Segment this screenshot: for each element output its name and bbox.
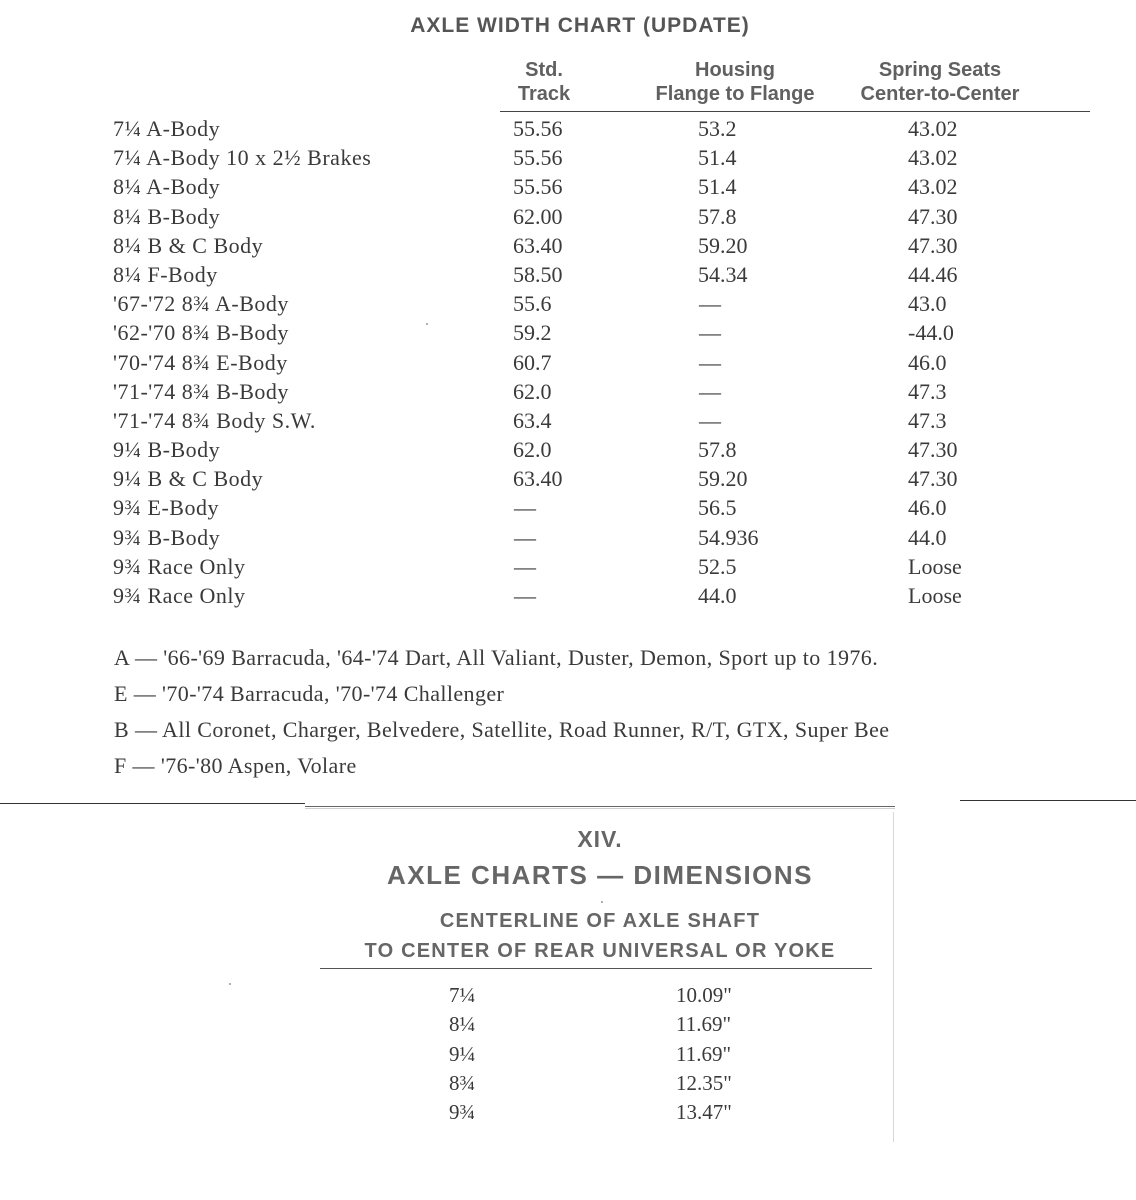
row-spring-seats: 47.30	[908, 437, 958, 463]
page-divider-mid	[305, 806, 895, 807]
row-name: 8¼ A-Body	[113, 174, 221, 200]
row-std-track: 58.50	[513, 261, 563, 287]
axle-width-table	[0, 114, 1136, 610]
table-row	[0, 1098, 1136, 1127]
header-std-track	[494, 58, 594, 106]
yoke-distance: 13.47"	[676, 1100, 732, 1125]
row-name: 8¼ B-Body	[113, 203, 221, 229]
row-std-track: 63.40	[513, 466, 563, 492]
axle-size: 8¼	[449, 1012, 476, 1037]
row-std-track: 62.0	[513, 378, 552, 404]
row-flange-to-flange: —	[699, 407, 721, 433]
row-std-track: —	[514, 583, 536, 608]
row-spring-seats: 44.46	[908, 261, 958, 287]
row-spring-seats: Loose	[908, 583, 962, 608]
header-housing-line2: Flange to Flange	[655, 83, 815, 105]
row-spring-seats: 43.0	[908, 291, 947, 317]
row-flange-to-flange: —	[699, 349, 721, 375]
row-flange-to-flange: —	[699, 291, 721, 317]
table-row	[0, 289, 1136, 318]
section-title: AXLE CHARTS — DIMENSIONS	[386, 860, 814, 890]
yoke-distance: 12.35"	[676, 1070, 732, 1095]
row-std-track: 63.4	[513, 407, 552, 433]
body-code-notes	[114, 640, 889, 784]
row-flange-to-flange: —	[699, 320, 721, 346]
table-row	[0, 318, 1136, 347]
scan-speck	[601, 901, 603, 903]
yoke-distance-table	[0, 981, 1136, 1127]
row-std-track: —	[514, 524, 536, 550]
row-flange-to-flange: 51.4	[698, 174, 737, 200]
header-housing-line1: Housing	[695, 59, 775, 81]
table-row	[0, 493, 1136, 522]
header-spring-line2: Center-to-Center	[860, 83, 1020, 105]
row-flange-to-flange: 53.2	[698, 116, 737, 141]
table-row	[0, 1069, 1136, 1098]
row-spring-seats: 43.02	[908, 174, 958, 200]
row-spring-seats: 44.0	[908, 524, 947, 550]
note-line: B — All Coronet, Charger, Belvedere, Satellite, Road Runner, R/T, GTX, Super Bee	[114, 717, 890, 742]
row-name: 8¼ B & C Body	[113, 232, 264, 258]
yoke-distance: 11.69"	[676, 1041, 732, 1066]
header-rule	[500, 111, 1090, 112]
table-row	[0, 114, 1136, 143]
row-spring-seats: 46.0	[908, 495, 947, 521]
table-row	[0, 435, 1136, 464]
row-std-track: 62.0	[513, 437, 552, 463]
row-spring-seats: 43.02	[908, 145, 958, 171]
row-std-track: 55.56	[513, 116, 563, 141]
section-subtitle-line2: TO CENTER OF REAR UNIVERSAL OR YOKE	[364, 940, 836, 962]
row-name: 7¼ A-Body	[113, 116, 221, 141]
yoke-distance: 11.69"	[676, 1012, 732, 1037]
chart-title: AXLE WIDTH CHART (UPDATE)	[410, 14, 750, 37]
table-row	[0, 348, 1136, 377]
note-line: A — '66-'69 Barracuda, '64-'74 Dart, All Valiant, Duster, Demon, Sport up to 1976.	[114, 645, 879, 670]
axle-size: 9¼	[449, 1041, 476, 1066]
table-row	[0, 552, 1136, 581]
row-std-track: 60.7	[513, 349, 552, 375]
row-name: '67-'72 8¾ A-Body	[113, 291, 289, 317]
table-row	[0, 143, 1136, 172]
axle-size: 9¾	[449, 1100, 476, 1125]
row-std-track: —	[514, 553, 536, 579]
table-row	[0, 231, 1136, 260]
header-std-track-line2: Track	[517, 83, 571, 105]
axle-size: 8¾	[449, 1070, 476, 1095]
row-flange-to-flange: 57.8	[698, 203, 737, 229]
row-spring-seats: 47.3	[908, 407, 947, 433]
table-row	[0, 1010, 1136, 1039]
row-std-track: 55.56	[513, 174, 563, 200]
table-row	[0, 260, 1136, 289]
section-subtitle-line1: CENTERLINE OF AXLE SHAFT	[439, 910, 761, 932]
row-std-track: 55.6	[513, 291, 552, 317]
scan-speck	[426, 323, 428, 325]
row-std-track: 63.40	[513, 232, 563, 258]
table-row	[0, 1040, 1136, 1069]
row-name: '71-'74 8¾ B-Body	[113, 378, 289, 404]
row-std-track: 59.2	[513, 320, 552, 346]
table-row	[0, 172, 1136, 201]
row-name: 9¾ E-Body	[113, 495, 219, 521]
page-divider-left	[0, 803, 305, 804]
row-flange-to-flange: 51.4	[698, 145, 737, 171]
table-row	[0, 981, 1136, 1010]
note-line: F — '76-'80 Aspen, Volare	[114, 753, 357, 778]
row-spring-seats: 47.30	[908, 466, 958, 492]
table-row	[0, 464, 1136, 493]
row-flange-to-flange: 59.20	[698, 466, 748, 492]
row-flange-to-flange: —	[699, 378, 721, 404]
row-flange-to-flange: 54.936	[698, 524, 759, 550]
row-name: '62-'70 8¾ B-Body	[113, 320, 289, 346]
row-spring-seats: 46.0	[908, 349, 947, 375]
table-row	[0, 377, 1136, 406]
scan-speck	[229, 983, 231, 985]
row-spring-seats: 47.30	[908, 203, 958, 229]
row-name: 8¼ F-Body	[113, 261, 218, 287]
row-name: 9¼ B-Body	[113, 437, 221, 463]
row-flange-to-flange: 57.8	[698, 437, 737, 463]
page-divider-right	[960, 800, 1136, 801]
header-housing-flange	[640, 58, 830, 106]
yoke-distance: 10.09"	[676, 983, 732, 1007]
header-spring-seats	[845, 58, 1035, 106]
row-flange-to-flange: 54.34	[698, 261, 748, 287]
header-std-track-line1: Std.	[525, 59, 563, 81]
table-row	[0, 523, 1136, 552]
row-std-track: 62.00	[513, 203, 563, 229]
table-row	[0, 406, 1136, 435]
subtitle-rule	[320, 968, 872, 969]
row-flange-to-flange: 56.5	[698, 495, 737, 521]
row-spring-seats: Loose	[908, 553, 962, 579]
row-name: '70-'74 8¾ E-Body	[113, 349, 288, 375]
row-flange-to-flange: 44.0	[698, 583, 737, 608]
row-std-track: —	[514, 495, 536, 521]
row-spring-seats: 43.02	[908, 116, 958, 141]
section-number: XIV.	[577, 826, 623, 852]
row-name: 7¼ A-Body 10 x 2½ Brakes	[113, 145, 372, 171]
table-row	[0, 581, 1136, 610]
row-spring-seats: -44.0	[908, 320, 954, 346]
header-spring-line1: Spring Seats	[878, 59, 1002, 81]
note-line: E — '70-'74 Barracuda, '70-'74 Challenger	[114, 681, 505, 706]
row-spring-seats: 47.3	[908, 378, 947, 404]
row-name: 9¼ B & C Body	[113, 466, 264, 492]
axle-size: 7¼	[449, 983, 476, 1007]
row-flange-to-flange: 52.5	[698, 553, 737, 579]
row-spring-seats: 47.30	[908, 232, 958, 258]
row-name: 9¾ Race Only	[113, 583, 246, 608]
row-std-track: 55.56	[513, 145, 563, 171]
row-name: '71-'74 8¾ Body S.W.	[113, 407, 316, 433]
table-row	[0, 202, 1136, 231]
row-flange-to-flange: 59.20	[698, 232, 748, 258]
box-top-edge	[305, 808, 895, 809]
row-name: 9¾ Race Only	[113, 553, 246, 579]
row-name: 9¾ B-Body	[113, 524, 221, 550]
